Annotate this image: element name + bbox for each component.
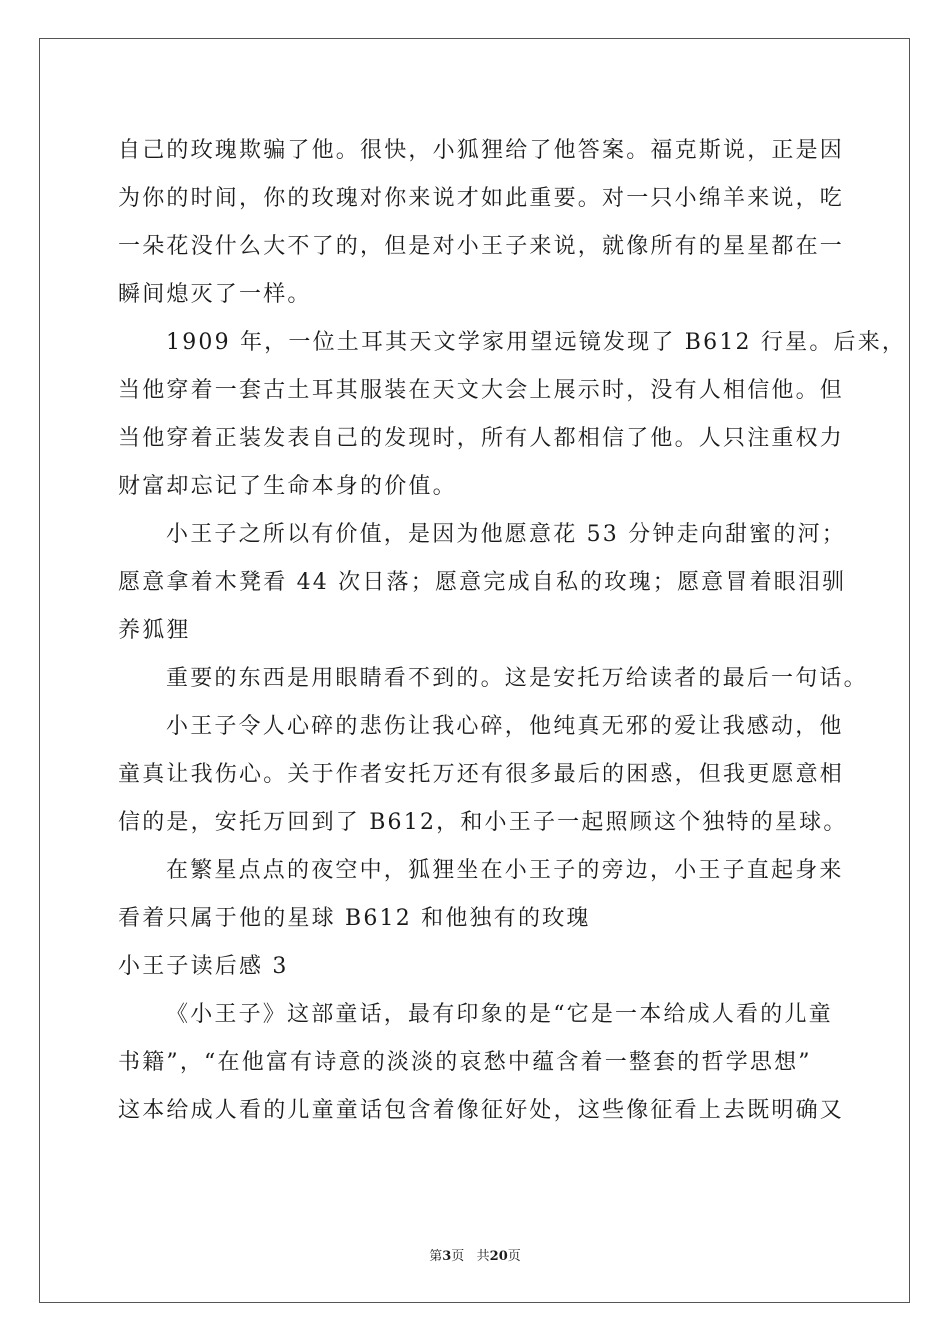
text-line: 童真让我伤心。关于作者安托万还有很多最后的困惑，但我更愿意相: [118, 762, 845, 787]
text-line: 自己的玫瑰欺骗了他。很快，小狐狸给了他答案。福克斯说，正是因: [118, 138, 845, 163]
text-line: 这本给成人看的儿童童话包含着像征好处，这些像征看上去既明确又: [118, 1098, 845, 1123]
footer-suffix: 页: [507, 1249, 521, 1264]
document-body: [118, 127, 907, 1135]
text-line: 一朵花没什么大不了的，但是对小王子来说，就像所有的星星都在一: [118, 234, 845, 259]
text-line: 看着只属于他的星球 B612 和他独有的玫瑰: [118, 906, 591, 931]
text-line: 信的是，安托万回到了 B612，和小王子一起照顾这个独特的星球。: [118, 810, 848, 835]
current-page-number: 3: [442, 1249, 452, 1264]
footer-middle: 页 共: [451, 1249, 490, 1264]
total-page-count: 20: [489, 1249, 508, 1264]
text-line: 愿意拿着木凳看 44 次日落；愿意完成自私的玫瑰；愿意冒着眼泪驯: [118, 570, 847, 595]
text-line: 当他穿着正装发表自己的发现时，所有人都相信了他。人只注重权力: [118, 426, 845, 451]
text-line: 在繁星点点的夜空中，狐狸坐在小王子的旁边，小王子直起身来: [166, 858, 844, 883]
text-line: 养狐狸: [118, 618, 191, 643]
text-line: 《小王子》这部童话，最有印象的是“它是一本给成人看的儿童: [166, 1002, 833, 1027]
footer-prefix: 第: [429, 1249, 443, 1264]
text-line: 为你的时间，你的玫瑰对你来说才如此重要。对一只小绵羊来说，吃: [118, 186, 845, 211]
page-footer: [0, 1245, 950, 1264]
text-line: 小王子令人心碎的悲伤让我心碎，他纯真无邪的爱让我感动，他: [166, 714, 844, 739]
text-line: 1909 年，一位土耳其天文学家用望远镜发现了 B612 行星。后来，: [166, 330, 907, 355]
text-line: 小王子读后感 3: [118, 954, 289, 979]
text-line: 书籍”，“在他富有诗意的淡淡的哀愁中蕴含着一整套的哲学思想”: [118, 1050, 812, 1075]
text-line: 重要的东西是用眼睛看不到的。这是安托万给读者的最后一句话。: [166, 666, 868, 691]
text-line: 小王子之所以有价值，是因为他愿意花 53 分钟走向甜蜜的河；: [166, 522, 846, 547]
text-line: 当他穿着一套古土耳其服装在天文大会上展示时，没有人相信他。但: [118, 378, 845, 403]
text-line: 瞬间熄灭了一样。: [118, 282, 312, 307]
text-line: 财富却忘记了生命本身的价值。: [118, 474, 457, 499]
